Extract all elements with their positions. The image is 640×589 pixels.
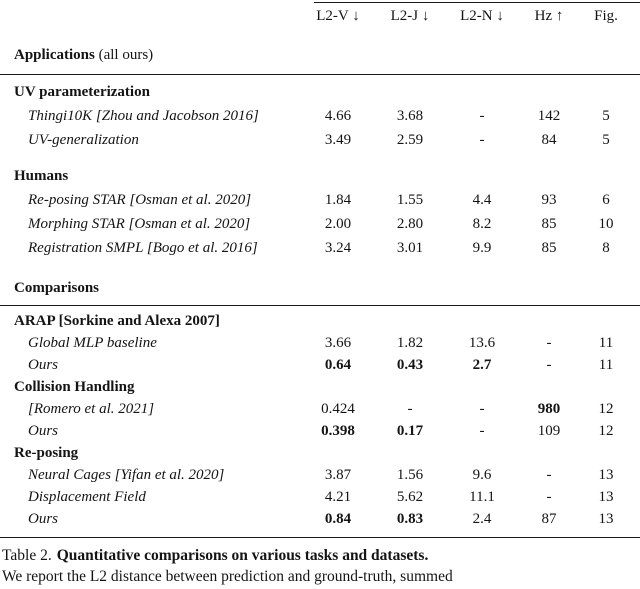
table-header-row xyxy=(0,3,640,29)
section-row-comparisons xyxy=(0,276,640,300)
cell-hz: 93 xyxy=(541,192,557,208)
group-title-row-reposing xyxy=(0,442,640,464)
col-header-hz: Hz ↑ xyxy=(534,8,564,24)
cell-hz: 87 xyxy=(541,511,557,527)
cell-l2v: 4.21 xyxy=(324,489,352,505)
group-title-row-humans xyxy=(0,164,640,188)
cell-l2j: 1.55 xyxy=(396,192,424,208)
table-row-reposing-star xyxy=(0,188,640,212)
row-label: Displacement Field xyxy=(28,489,146,505)
cell-l2n: 9.6 xyxy=(472,467,492,483)
cell-hz: 142 xyxy=(537,108,561,124)
cell-l2n: 13.6 xyxy=(468,335,496,351)
row-label: Thingi10K [Zhou and Jacobson 2016] xyxy=(28,108,259,124)
group-title: ARAP [Sorkine and Alexa 2007] xyxy=(14,313,220,329)
table-caption xyxy=(0,545,640,587)
cell-l2v: 0.84 xyxy=(324,511,352,527)
cell-fig: 13 xyxy=(598,489,614,505)
table-row-morphing-star xyxy=(0,212,640,236)
caption-line1 xyxy=(2,545,638,566)
cell-hz: 109 xyxy=(537,423,561,439)
cell-l2n: 8.2 xyxy=(472,216,492,232)
col-header-l2j: L2-J ↓ xyxy=(390,8,430,24)
cell-hz: - xyxy=(546,467,552,483)
table-row-romero xyxy=(0,398,640,420)
mid-rule xyxy=(0,74,640,75)
group-title-row-collision xyxy=(0,376,640,398)
row-label: Neural Cages [Yifan et al. 2020] xyxy=(28,467,225,483)
cell-l2j: 0.43 xyxy=(396,357,424,373)
caption-body: We report the L2 distance between prediction and ground-truth, summed xyxy=(2,568,453,585)
group-title-row-uv xyxy=(0,80,640,104)
cell-l2v: 0.398 xyxy=(321,423,355,439)
table-row-neural-cages xyxy=(0,464,640,486)
table-row-global-mlp xyxy=(0,332,640,354)
cell-l2n: - xyxy=(479,132,485,148)
cell-l2v: 3.49 xyxy=(324,132,352,148)
col-header-l2n: L2-N ↓ xyxy=(460,8,504,24)
cell-l2j: 5.62 xyxy=(396,489,424,505)
row-label: Ours xyxy=(28,423,59,439)
row-label: UV-generalization xyxy=(28,132,139,148)
row-label: Registration SMPL [Bogo et al. 2016] xyxy=(28,240,258,256)
section-row-applications xyxy=(0,43,640,67)
cell-fig: 5 xyxy=(602,108,610,124)
cell-fig: 12 xyxy=(598,401,614,417)
cell-l2n: - xyxy=(479,108,485,124)
row-label: Re-posing STAR [Osman et al. 2020] xyxy=(28,192,252,208)
cell-l2j: 1.82 xyxy=(396,335,424,351)
cell-hz: 85 xyxy=(541,240,557,256)
section-title-applications xyxy=(0,43,302,67)
row-label: Ours xyxy=(28,511,59,527)
caption-title: Quantitative comparisons on various tasks and datasets. xyxy=(56,547,429,564)
cell-l2j: 0.17 xyxy=(396,423,424,439)
cell-l2n: 2.7 xyxy=(472,357,492,373)
cell-fig: 12 xyxy=(598,423,614,439)
table-row-displacement-field xyxy=(0,486,640,508)
group-title: Re-posing xyxy=(14,445,79,461)
cell-l2j: - xyxy=(407,401,413,417)
cell-l2v: 1.84 xyxy=(324,192,352,208)
cell-l2n: - xyxy=(479,401,485,417)
cell-hz: 980 xyxy=(537,401,561,417)
section-title-bold: Applications xyxy=(14,47,95,63)
cell-l2j: 3.01 xyxy=(396,240,424,256)
cell-l2j: 2.80 xyxy=(396,216,424,232)
cell-hz: - xyxy=(546,489,552,505)
cell-l2n: 2.4 xyxy=(472,511,492,527)
section-title-comparisons: Comparisons xyxy=(14,280,100,296)
group-title: Collision Handling xyxy=(14,379,135,395)
caption-tag: Table 2. xyxy=(2,547,52,564)
cell-l2n: - xyxy=(479,423,485,439)
bottom-rule xyxy=(0,537,640,538)
group-title-row-arap xyxy=(0,310,640,332)
cell-fig: 5 xyxy=(602,132,610,148)
cell-l2v: 3.66 xyxy=(324,335,352,351)
cell-fig: 11 xyxy=(598,357,614,373)
cell-l2j: 3.68 xyxy=(396,108,424,124)
cell-l2n: 4.4 xyxy=(472,192,492,208)
cell-hz: 84 xyxy=(541,132,557,148)
cell-hz: - xyxy=(546,357,552,373)
cell-fig: 10 xyxy=(598,216,614,232)
table-row-thingi10k xyxy=(0,104,640,128)
cell-fig: 6 xyxy=(602,192,610,208)
col-header-fig: Fig. xyxy=(594,8,618,24)
cell-hz: - xyxy=(546,335,552,351)
group-title: UV parameterization xyxy=(14,84,150,100)
table-row-uv-generalization xyxy=(0,128,640,152)
cell-fig: 13 xyxy=(598,511,614,527)
cell-l2j: 2.59 xyxy=(396,132,424,148)
cell-l2v: 3.24 xyxy=(324,240,352,256)
row-label: Global MLP baseline xyxy=(28,335,157,351)
cell-l2v: 2.00 xyxy=(324,216,352,232)
row-label: [Romero et al. 2021] xyxy=(28,401,155,417)
col-header-l2v: L2-V ↓ xyxy=(316,8,360,24)
cell-l2v: 0.424 xyxy=(321,401,355,417)
row-label: Ours xyxy=(28,357,59,373)
row-label: Morphing STAR [Osman et al. 2020] xyxy=(28,216,251,232)
cell-l2j: 1.56 xyxy=(396,467,424,483)
cell-fig: 8 xyxy=(602,240,610,256)
table-row-reposing-ours xyxy=(0,508,640,530)
table-row-registration-smpl xyxy=(0,236,640,260)
section-title-rest: (all ours) xyxy=(94,47,154,63)
cell-l2v: 0.64 xyxy=(324,357,352,373)
table-row-arap-ours xyxy=(0,354,640,376)
cell-hz: 85 xyxy=(541,216,557,232)
cell-l2n: 9.9 xyxy=(472,240,492,256)
cell-fig: 11 xyxy=(598,335,614,351)
mid-rule xyxy=(0,305,640,306)
cell-l2v: 4.66 xyxy=(324,108,352,124)
table-row-collision-ours xyxy=(0,420,640,442)
cell-l2n: 11.1 xyxy=(469,489,495,505)
cell-l2j: 0.83 xyxy=(396,511,424,527)
cell-fig: 13 xyxy=(598,467,614,483)
group-title: Humans xyxy=(14,168,69,184)
cell-l2v: 3.87 xyxy=(324,467,352,483)
